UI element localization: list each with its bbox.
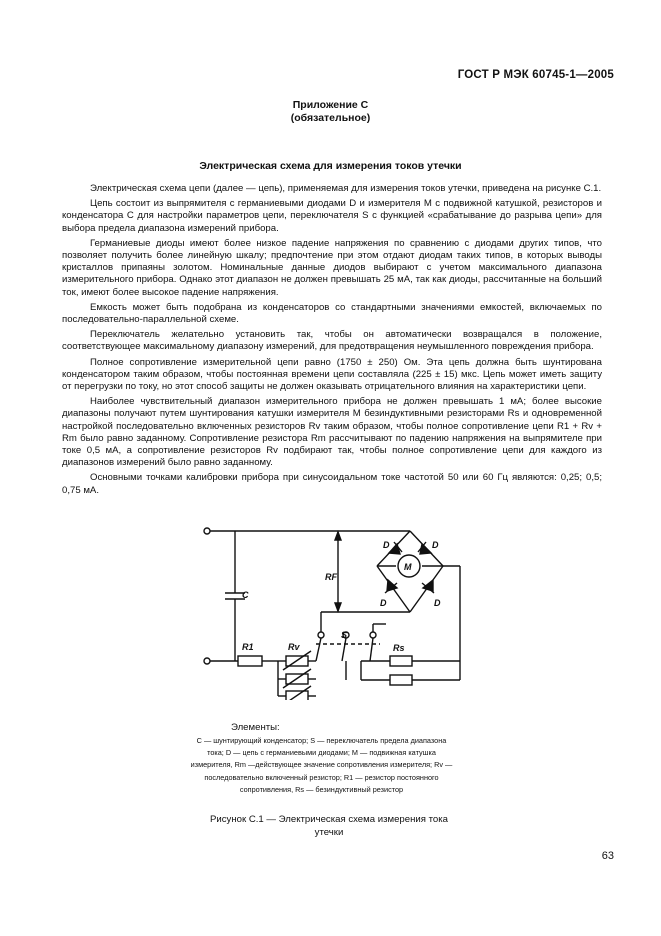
- elements-legend: C — шунтирующий конденсатор; S — переключатель предела диапазона тока; D — цепь с германиевыми диодами; M — подвижная катушка измерителя, Rm —действующее значение сопротивления измерителя; Rv — последовательно включенный резистор; R1 — резистор постоянного сопротивления, Rs — безиндуктивный резистор: [190, 736, 453, 794]
- label-s: S: [341, 630, 348, 640]
- paragraph: Основными точками калибровки прибора при синусоидальном токе частотой 50 или 60 Гц являются: 0,25; 0,5; 0,75 мА.: [62, 472, 602, 496]
- standard-header: ГОСТ Р МЭК 60745-1—2005: [457, 69, 614, 81]
- elements-heading: Элементы:: [231, 722, 280, 733]
- paragraph: Германиевые диоды имеют более низкое падение напряжения по сравнению с диодами других типов, что позволяет получить более линейную шкалу; предпочтение при этом отдают диодам таких типов, в которых выводы кристаллов припаяны золотом. Номинальные данные диодов выбирают с учетом максимального диапазона измерительного прибора. Однако этот диапазон не должен превышать 25 мА, так как диоды, рассчитанные на больший ток, имеют более высокое падение напряжения.: [62, 237, 602, 298]
- label-rf: RF: [325, 572, 337, 582]
- label-d: D: [383, 540, 390, 550]
- circuit-diagram: [190, 520, 470, 700]
- page-number: 63: [601, 850, 614, 862]
- label-rv: Rv: [288, 642, 300, 652]
- paragraph: Полное сопротивление измерительной цепи равно (1750 ± 250) Ом. Эта цепь должна быть шунтирована конденсатором таким образом, чтобы постоянная времени цепи составляла (225 ± 15) мкс. Цепь может иметь защиту от перегрузки по току, но этот способ защиты не должен оказывать отрицательного влияния на характеристики цепи.: [62, 356, 602, 393]
- label-c: C: [242, 590, 249, 600]
- label-r1: R1: [242, 642, 254, 652]
- paragraph: Емкость может быть подобрана из конденсаторов со стандартными значениями емкостей, включаемых по последовательно-параллельной схеме.: [62, 301, 602, 326]
- paragraph: Электрическая схема цепи (далее — цепь), применяемая для измерения токов утечки, приведена на рисунке С.1.: [90, 183, 602, 194]
- body-text: [62, 183, 602, 500]
- label-rs: Rs: [393, 643, 405, 653]
- appendix-heading: [0, 99, 661, 125]
- section-title: Электрическая схема для измерения токов утечки: [199, 160, 462, 172]
- paragraph: Переключатель желательно установить так, чтобы он автоматически возвращался в положение, соответствующее максимальному диапазону измерений, для предотвращения неумышленного повреждения прибора.: [62, 329, 602, 353]
- label-d: D: [380, 598, 387, 608]
- appendix-status: (обязательное): [290, 112, 371, 124]
- figure-caption: Рисунок С.1 — Электрическая схема измерения тока утечки: [209, 814, 448, 838]
- paragraph: Цепь состоит из выпрямителя с германиевыми диодами D и измерителя M с подвижной катушкой, резисторов и конденсатора C для настройки параметров цепи, переключателя S с функцией «срабатывание до разрыва цепи» для выбора предела диапазона измерений прибора.: [62, 198, 602, 234]
- paragraph: Наиболее чувствительный диапазон измерительного прибора не должен превышать 1 мА; более высокие диапазоны получают путем шунтирования катушки измерителя M безиндуктивными резисторами Rs и одновременной настройкой последовательно включенных резисторов Rv таким образом, чтобы полное сопротивление цепи R1 + Rv + Rm было равно заданному. Сопротивление резистора Rm рассчитывают по падению напряжения на выпрямителе при токе 0,5 мА, а сопротивление резисторов Rv подбирают так, чтобы полное сопротивление цепи для каждого из диапазонов измерений было равно заданному.: [62, 396, 602, 469]
- label-d: D: [434, 598, 441, 608]
- label-d: D: [432, 540, 439, 550]
- label-m: M: [404, 562, 412, 572]
- appendix-title: Приложение С: [292, 99, 369, 111]
